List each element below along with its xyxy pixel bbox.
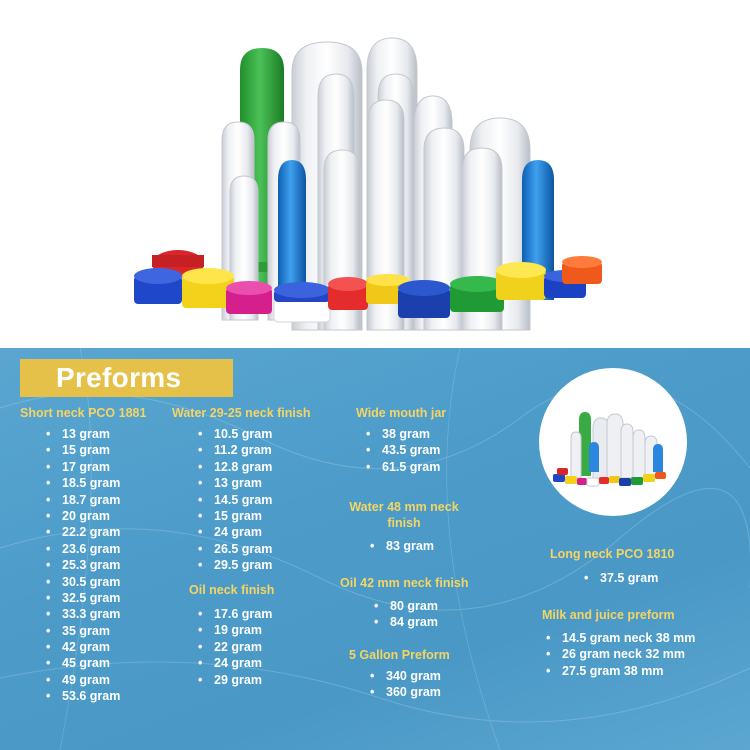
heading-water-29-25: Water 29-25 neck finish	[172, 406, 311, 420]
list-item: • 11.2 gram	[198, 442, 272, 458]
page-title: Preforms	[56, 362, 182, 393]
heading-five-gallon: 5 Gallon Preform	[349, 648, 450, 662]
list-five-gallon	[370, 668, 441, 701]
list-item: • 13 gram	[198, 475, 272, 491]
list-oil-42	[374, 598, 438, 631]
list-item: • 340 gram	[370, 668, 441, 684]
list-item: • 29 gram	[198, 672, 272, 688]
heading-water-48-line2: finish	[387, 516, 421, 530]
heading-oil-42: Oil 42 mm neck finish	[340, 576, 469, 590]
preform-bottles-illustration	[0, 0, 750, 348]
heading-wide-mouth: Wide mouth jar	[356, 406, 447, 420]
list-milk-juice	[546, 630, 695, 679]
heading-water-48	[346, 499, 462, 531]
list-water-48	[370, 538, 434, 554]
list-item: • 19 gram	[198, 622, 272, 638]
list-item: • 15 gram	[46, 442, 120, 458]
list-item: • 13 gram	[46, 426, 120, 442]
list-item: • 33.3 gram	[46, 606, 120, 622]
list-item: • 17.6 gram	[198, 606, 272, 622]
heading-short-neck: Short neck PCO 1881	[20, 406, 147, 420]
list-item: • 84 gram	[374, 614, 438, 630]
list-item: • 26 gram neck 32 mm	[546, 646, 695, 662]
list-item: • 12.8 gram	[198, 459, 272, 475]
list-item: • 27.5 gram 38 mm	[546, 663, 695, 679]
list-item: • 20 gram	[46, 508, 120, 524]
heading-oil-neck: Oil neck finish	[189, 583, 275, 597]
list-item: • 35 gram	[46, 623, 120, 639]
list-long-neck	[584, 570, 658, 586]
list-item: • 53.6 gram	[46, 688, 120, 704]
heading-water-48-line1: Water 48 mm neck	[349, 500, 459, 514]
thumbnail-circle	[539, 368, 687, 516]
list-item: • 80 gram	[374, 598, 438, 614]
list-item: • 38 gram	[366, 426, 440, 442]
list-water-29-25	[198, 426, 272, 574]
list-item: • 43.5 gram	[366, 442, 440, 458]
preform-bottles-thumbnail	[539, 368, 687, 516]
list-item: • 49 gram	[46, 672, 120, 688]
list-item: • 83 gram	[370, 538, 434, 554]
list-item: • 14.5 gram neck 38 mm	[546, 630, 695, 646]
heading-long-neck: Long neck PCO 1810	[550, 547, 675, 561]
list-item: • 24 gram	[198, 524, 272, 540]
list-wide-mouth	[366, 426, 440, 475]
list-item: • 42 gram	[46, 639, 120, 655]
list-item: • 61.5 gram	[366, 459, 440, 475]
list-item: • 25.3 gram	[46, 557, 120, 573]
list-item: • 360 gram	[370, 684, 441, 700]
list-item: • 22 gram	[198, 639, 272, 655]
list-item: • 10.5 gram	[198, 426, 272, 442]
list-item: • 14.5 gram	[198, 492, 272, 508]
list-item: • 23.6 gram	[46, 541, 120, 557]
list-item: • 22.2 gram	[46, 524, 120, 540]
list-oil-neck	[198, 606, 272, 688]
hero-product-photo	[0, 0, 750, 348]
list-item: • 32.5 gram	[46, 590, 120, 606]
list-item: • 26.5 gram	[198, 541, 272, 557]
list-item: • 18.5 gram	[46, 475, 120, 491]
heading-milk-juice: Milk and juice preform	[542, 608, 675, 622]
preforms-info-panel	[0, 348, 750, 750]
list-item: • 24 gram	[198, 655, 272, 671]
list-item: • 30.5 gram	[46, 574, 120, 590]
list-item: • 29.5 gram	[198, 557, 272, 573]
list-item: • 18.7 gram	[46, 492, 120, 508]
list-item: • 17 gram	[46, 459, 120, 475]
list-item: • 15 gram	[198, 508, 272, 524]
list-item: • 45 gram	[46, 655, 120, 671]
list-item: • 37.5 gram	[584, 570, 658, 586]
list-short-neck	[46, 426, 120, 705]
